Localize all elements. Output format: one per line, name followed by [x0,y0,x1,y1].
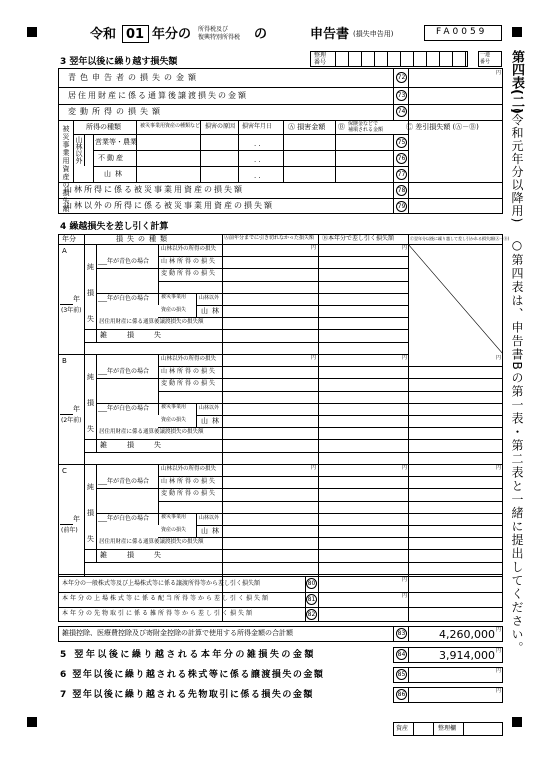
section-6-box [393,667,503,683]
income-total-label: 雑損控除、医療費控除及び寄附金控除の計算で使用する所得金額の合計額 [62,629,293,637]
era-label: 令和 [90,27,117,42]
non-forest-income-loss: 山林以外の所得の損失 [161,466,217,472]
non-forest-short: 山林以外 [199,515,220,521]
real-estate-label: 不動産 [98,154,125,162]
white-return-case: ___年が白色の場合 [98,515,150,522]
forest-short: 山林 [201,417,223,425]
forest-short: 山林 [201,307,223,315]
line-83-amount[interactable]: 4,260,000 [439,628,495,641]
line-73-marker: 73 [397,92,406,99]
line-76-marker: 76 [397,155,406,162]
damage-date-76[interactable]: . . [254,156,261,164]
form-subtitle: (損失申告用) [353,30,394,38]
no-particle: の [254,27,268,42]
line-82-amount[interactable] [319,608,407,621]
prior-unused-loss-header: Ⓐ前年分までに引き切れなかった損失額 [224,235,315,241]
line-84-amount[interactable]: 3,914,000 [439,649,495,662]
line-84-marker: 84 [397,651,406,658]
line-74-marker: 74 [397,108,406,115]
line-81-amount[interactable] [319,593,407,606]
blue-return-case: ___年が青色の場合 [98,258,150,265]
forest-disaster-loss-label: 山林所得に係る被災事業用資産の損失額 [64,185,244,194]
line-72-amount[interactable] [409,69,502,86]
insurance-header-1: 保険金などで [348,121,379,127]
yen-unit: 円 [402,355,408,361]
yen-unit: 円 [496,465,502,471]
disaster-asset-line-1: 被災事業用 [161,404,187,410]
line-73-amount[interactable] [409,88,502,103]
variable-income-loss-label: 変動所得の損失額 [68,107,164,116]
white-return-case: ___年が白色の場合 [98,405,150,412]
variable-income-loss: 変動所得の損失 [161,380,218,387]
section-6-label: 6 翌年以後に繰り越される株式等に係る譲渡損失の金額 [60,670,325,680]
registration-mark-bottom-left [27,717,37,727]
net-loss-header: Ⓒ 差引損失額 (Ⓐ－Ⓑ) [406,123,479,131]
stock-transfer-deduction-label: 本年分の一般株式等及び上場株式等に係る譲渡所得等から差し引く損失額 [62,580,261,587]
asset-label: 資産 [396,725,409,732]
non-forest-short: 山林以外 [199,295,220,301]
damage-amount-header: Ⓐ 損害金額 [288,123,326,131]
loss-kind-column-header: 損失の種類 [116,235,171,243]
asset-kind-header: 被災事業用資産の種類など [140,123,201,129]
year-suffix: 年分の [152,27,192,42]
loss-label-2: 失 [87,425,94,433]
office-use-label: 整理欄 [438,725,457,732]
variable-income-loss: 変動所得の損失 [161,490,218,497]
non-forest-income-loss: 山林以外の所得の損失 [161,246,217,252]
line-72-marker: 72 [397,74,406,81]
block-period: (前年) [61,527,78,534]
insurance-header-mark: Ⓑ [338,123,345,131]
section-7-box [393,687,503,703]
yen-unit: 円 [402,577,408,583]
section-c-diagonal [408,244,503,354]
line-75-marker: 75 [397,139,406,146]
forest-income-loss: 山林所得の損失 [161,368,218,375]
disaster-asset-line-2: 資産の損失 [161,307,187,313]
yen-unit: 円 [311,355,317,361]
variable-income-loss: 変動所得の損失 [161,270,218,277]
forest-short: 山林 [201,527,223,535]
loss-label: 損 [87,509,94,517]
white-return-case: ___年が白色の場合 [98,295,150,302]
section-5-label: 5 翌年以後に繰り越される本年分の雑損失の金額 [60,650,316,660]
yen-unit: 円 [496,627,502,633]
line-83-marker: 83 [397,630,406,637]
serial-label-1: 一連 [480,52,491,58]
line-80-marker: 80 [307,580,316,587]
disaster-asset-line-1: 被災事業用 [161,294,187,300]
sheet-sublabel: (令和元年分以降用) [510,108,524,224]
block-letter: C [62,467,67,475]
line-78-marker: 78 [397,187,406,194]
section-7-label: 7 翌年以後に繰り越される先物取引に係る損失の金額 [60,690,314,700]
date-header: 損害年月日 [242,123,273,130]
forest-income-loss: 山林所得の損失 [161,258,218,265]
tax-name-line-2: 復興特別所得税 [198,34,241,41]
yen-unit: 円 [496,355,502,361]
block-letter: A [62,247,67,255]
misc-loss: 雑損失 [100,551,181,559]
line-79-marker: 79 [397,203,406,210]
sheet-label: 第四表(二) [509,50,524,114]
pure-loss-label: 純 [87,483,94,491]
reference-label-2: 番号 [314,59,327,66]
misc-loss: 雑損失 [100,331,181,339]
registration-mark-top-right [512,27,522,37]
year-column-header: 年分 [62,235,76,243]
next-year-carryforward-header: Ⓒ翌年分以後に繰り越して差し引かれる損失額(Ⓐ－Ⓑ) [410,236,510,241]
damage-date-75[interactable]: . . [254,140,261,148]
damage-date-77[interactable]: . . [254,172,261,180]
pure-loss-label: 純 [87,373,94,381]
section-4-title: 4 繰越損失を差し引く計算 [60,222,169,232]
line-80-amount[interactable] [319,577,407,591]
futures-deduction-label: 本年分の先物取引に係る雑所得等から差し引く損失額 [62,610,255,617]
block-year[interactable]: 年 [73,405,80,413]
loss-label-2: 失 [87,535,94,543]
blue-return-case: ___年が青色の場合 [98,368,150,375]
line-86-marker: 86 [397,691,406,698]
insurance-header-2: 補塡される金額 [348,127,384,133]
yen-unit: 円 [311,245,317,251]
income-kind-header: 所得の種類 [86,123,121,131]
yen-unit: 円 [496,648,502,654]
tax-name-line-1: 所得税及び [198,26,229,33]
form-title: 申告書 [310,27,350,42]
form-code: FA0059 [436,27,488,37]
block-letter: B [62,357,67,365]
non-forest-income-loss: 山林以外の所得の損失 [161,356,217,362]
yen-unit: 円 [402,465,408,471]
residence-transfer-loss: 居住用財産に係る通算後譲渡損失の損失額 [99,539,204,545]
residence-transfer-loss-label: 居住用財産に係る通算後譲渡損失の金額 [68,91,248,100]
yen-unit: 円 [311,465,317,471]
line-74-amount[interactable] [409,105,502,119]
disaster-loss-vertical-label: 被災事業用資産の損失額 [62,125,70,213]
reference-number-field[interactable] [336,52,467,66]
yen-unit: 円 [402,593,408,599]
yen-unit: 円 [496,70,502,76]
line-81-marker: 81 [307,596,316,603]
blue-return-loss-label: 青色申告者の損失の金額 [68,73,200,82]
yen-unit: 円 [496,688,502,694]
yen-unit: 円 [402,245,408,251]
residence-transfer-loss: 居住用財産に係る通算後譲渡損失の損失額 [99,319,204,325]
block-year[interactable]: 年 [73,295,80,303]
line-82-marker: 82 [307,611,316,618]
listed-dividend-deduction-label: 本年分の上場株式等に係る配当所得等から差し引く損失額 [62,595,271,602]
misc-loss: 雑損失 [100,441,181,449]
line-77-marker: 77 [397,171,406,178]
year-value: 01 [126,27,145,42]
non-forest-disaster-loss-label: 山林以外の所得に係る被災事業用資産の損失額 [64,201,274,210]
loss-label-2: 失 [87,315,94,323]
block-period: (2年前) [61,417,82,424]
non-forest-short: 山林以外 [199,405,220,411]
line-85-marker: 85 [397,671,406,678]
disaster-asset-line-2: 資産の損失 [161,527,187,533]
loss-label: 損 [87,399,94,407]
residence-transfer-loss: 居住用財産に係る通算後譲渡損失の損失額 [99,429,204,435]
block-year[interactable]: 年 [73,515,80,523]
serial-label-2: 番号 [480,59,491,65]
registration-mark-bottom-right [512,717,522,727]
other-than-forest-label: 山林以外 [75,136,83,164]
current-deduction-header: Ⓑ本年分で差し引く損失額 [322,235,395,242]
business-agriculture-label: 営業等・農業 [95,138,137,146]
registration-mark-top-left [27,27,37,37]
blue-return-case: ___年が青色の場合 [98,478,150,485]
loss-label: 損 [87,289,94,297]
disaster-asset-line-1: 被災事業用 [161,514,187,520]
reference-label-1: 整理 [314,52,327,59]
cause-header: 損害の原因 [205,123,236,130]
block-period: (3年前) [61,307,82,314]
forest-income-loss: 山林所得の損失 [161,478,218,485]
submission-note: ○第四表は、申告書Bの第一表・第二表と一緒に提出してください。 [510,238,524,655]
pure-loss-label: 純 [87,263,94,271]
section-3-title: 3 翌年以後に繰り越す損失額 [60,57,178,67]
yen-unit: 円 [496,668,502,674]
forest-label: 山林 [104,170,126,178]
disaster-asset-line-2: 資産の損失 [161,417,187,423]
